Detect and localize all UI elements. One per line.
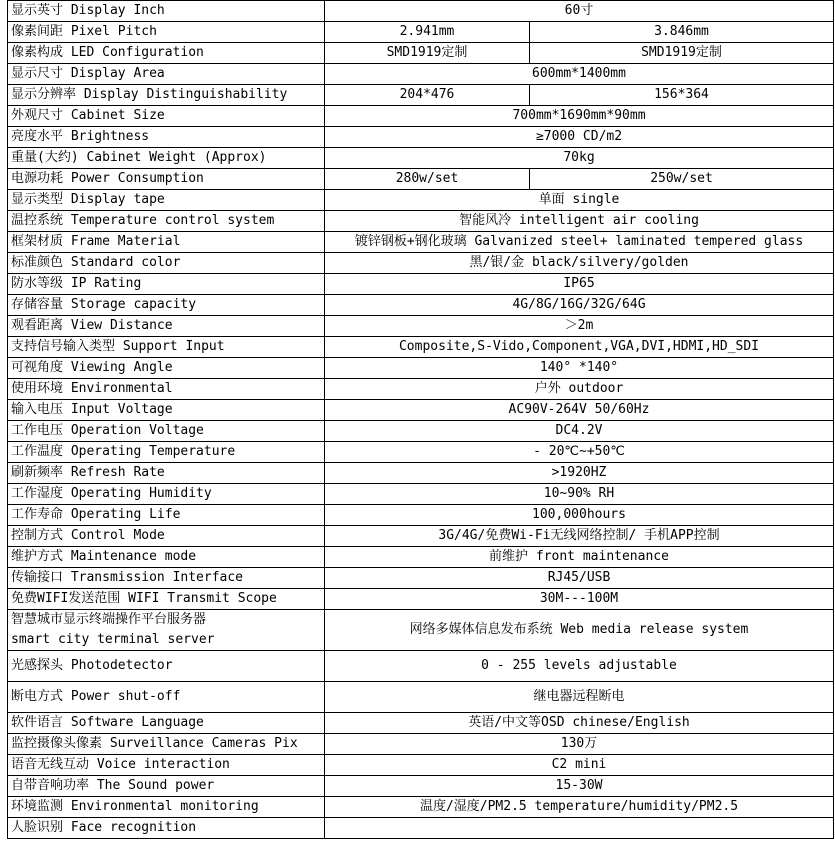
row-value: 130万 — [325, 734, 834, 755]
row-value: C2 mini — [325, 755, 834, 776]
table-row — [8, 337, 834, 358]
row-label: 框架材质 Frame Material — [8, 232, 325, 253]
row-label-line2: smart city terminal server — [11, 632, 215, 647]
row-label — [8, 610, 325, 651]
row-label: 监控摄像头像素 Surveillance Cameras Pix — [8, 734, 325, 755]
table-row — [8, 22, 834, 43]
row-value-left: 204*476 — [325, 85, 530, 106]
row-label: 工作寿命 Operating Life — [8, 505, 325, 526]
table-row — [8, 651, 834, 682]
row-label: 自带音响功率 The Sound power — [8, 776, 325, 797]
row-value: 60寸 — [325, 1, 834, 22]
table-row — [8, 379, 834, 400]
row-label: 温控系统 Temperature control system — [8, 211, 325, 232]
table-row — [8, 211, 834, 232]
row-label: 工作电压 Operation Voltage — [8, 421, 325, 442]
row-value: 100,000hours — [325, 505, 834, 526]
table-row — [8, 526, 834, 547]
row-label: 控制方式 Control Mode — [8, 526, 325, 547]
row-label: 人脸识别 Face recognition — [8, 818, 325, 839]
row-value: 单面 single — [325, 190, 834, 211]
row-value: 温度/湿度/PM2.5 temperature/humidity/PM2.5 — [325, 797, 834, 818]
row-label: 电源功耗 Power Consumption — [8, 169, 325, 190]
row-label: 输入电压 Input Voltage — [8, 400, 325, 421]
row-value: 户外 outdoor — [325, 379, 834, 400]
row-value: ＞2m — [325, 316, 834, 337]
table-row — [8, 610, 834, 651]
row-label: 重量(大约) Cabinet Weight (Approx) — [8, 148, 325, 169]
row-label: 可视角度 Viewing Angle — [8, 358, 325, 379]
row-label: 刷新频率 Refresh Rate — [8, 463, 325, 484]
row-value: 黑/银/金 black/silvery/golden — [325, 253, 834, 274]
table-row — [8, 274, 834, 295]
row-value: 英语/中文等OSD chinese/English — [325, 713, 834, 734]
row-label: 支持信号输入类型 Support Input — [8, 337, 325, 358]
table-row — [8, 64, 834, 85]
row-value-right: 3.846mm — [530, 22, 834, 43]
row-value: 镀锌钢板+钢化玻璃 Galvanized steel+ laminated tempered glass — [325, 232, 834, 253]
row-value: Composite,S-Vido,Component,VGA,DVI,HDMI,HD_SDI — [325, 337, 834, 358]
row-value: 0 - 255 levels adjustable — [325, 651, 834, 682]
row-value: - 20℃~+50℃ — [325, 442, 834, 463]
row-label: 维护方式 Maintenance mode — [8, 547, 325, 568]
spec-table — [7, 0, 834, 839]
row-value-left: 2.941mm — [325, 22, 530, 43]
row-label: 存储容量 Storage capacity — [8, 295, 325, 316]
row-value: 600mm*1400mm — [325, 64, 834, 85]
table-row — [8, 797, 834, 818]
row-value: RJ45/USB — [325, 568, 834, 589]
table-row — [8, 1, 834, 22]
row-label: 语音无线互动 Voice interaction — [8, 755, 325, 776]
row-value: 15-30W — [325, 776, 834, 797]
row-label: 免费WIFI发送范围 WIFI Transmit Scope — [8, 589, 325, 610]
row-value: 继电器远程断电 — [325, 682, 834, 713]
row-value-left: SMD1919定制 — [325, 43, 530, 64]
table-row — [8, 484, 834, 505]
row-value: 4G/8G/16G/32G/64G — [325, 295, 834, 316]
row-value: 10~90% RH — [325, 484, 834, 505]
row-value: 智能风冷 intelligent air cooling — [325, 211, 834, 232]
table-row — [8, 568, 834, 589]
row-label: 传输接口 Transmission Interface — [8, 568, 325, 589]
spec-table-body — [8, 1, 834, 839]
row-label: 显示英寸 Display Inch — [8, 1, 325, 22]
table-row — [8, 713, 834, 734]
row-label: 工作湿度 Operating Humidity — [8, 484, 325, 505]
row-label: 标准颜色 Standard color — [8, 253, 325, 274]
row-label: 使用环境 Environmental — [8, 379, 325, 400]
row-value: DC4.2V — [325, 421, 834, 442]
row-label: 像素间距 Pixel Pitch — [8, 22, 325, 43]
row-value-left: 280w/set — [325, 169, 530, 190]
table-row — [8, 734, 834, 755]
table-row — [8, 442, 834, 463]
row-label-line1: 智慧城市显示终端操作平台服务器 — [11, 612, 207, 627]
table-row — [8, 232, 834, 253]
table-row — [8, 682, 834, 713]
row-value-right: 250w/set — [530, 169, 834, 190]
row-value: 140° *140° — [325, 358, 834, 379]
row-value: 700mm*1690mm*90mm — [325, 106, 834, 127]
table-row — [8, 253, 834, 274]
row-value: IP65 — [325, 274, 834, 295]
row-value: 3G/4G/免费Wi-Fi无线网络控制/ 手机APP控制 — [325, 526, 834, 547]
table-row — [8, 148, 834, 169]
table-row — [8, 316, 834, 337]
table-row — [8, 463, 834, 484]
row-label: 工作温度 Operating Temperature — [8, 442, 325, 463]
row-label: 外观尺寸 Cabinet Size — [8, 106, 325, 127]
row-label: 软件语言 Software Language — [8, 713, 325, 734]
table-row — [8, 589, 834, 610]
row-label: 断电方式 Power shut-off — [8, 682, 325, 713]
row-value: 网络多媒体信息发布系统 Web media release system — [325, 610, 834, 651]
row-label: 像素构成 LED Configuration — [8, 43, 325, 64]
table-row — [8, 755, 834, 776]
row-value: 70kg — [325, 148, 834, 169]
table-row — [8, 818, 834, 839]
row-label: 观看距离 View Distance — [8, 316, 325, 337]
row-value-right: SMD1919定制 — [530, 43, 834, 64]
row-value: AC90V-264V 50/60Hz — [325, 400, 834, 421]
table-row — [8, 43, 834, 64]
table-row — [8, 127, 834, 148]
table-row — [8, 190, 834, 211]
row-value: >1920HZ — [325, 463, 834, 484]
table-row — [8, 358, 834, 379]
row-value: 前维护 front maintenance — [325, 547, 834, 568]
table-row — [8, 85, 834, 106]
row-value-right: 156*364 — [530, 85, 834, 106]
row-label: 环境监测 Environmental monitoring — [8, 797, 325, 818]
row-label: 防水等级 IP Rating — [8, 274, 325, 295]
row-label: 亮度水平 Brightness — [8, 127, 325, 148]
table-row — [8, 169, 834, 190]
row-value: 30M---100M — [325, 589, 834, 610]
table-row — [8, 421, 834, 442]
table-row — [8, 400, 834, 421]
table-row — [8, 295, 834, 316]
table-row — [8, 547, 834, 568]
row-label: 显示分辨率 Display Distinguishability — [8, 85, 325, 106]
row-label: 光感探头 Photodetector — [8, 651, 325, 682]
table-row — [8, 776, 834, 797]
table-row — [8, 106, 834, 127]
row-value: ≥7000 CD/m2 — [325, 127, 834, 148]
row-label: 显示尺寸 Display Area — [8, 64, 325, 85]
row-label: 显示类型 Display tape — [8, 190, 325, 211]
table-row — [8, 505, 834, 526]
row-value — [325, 818, 834, 839]
